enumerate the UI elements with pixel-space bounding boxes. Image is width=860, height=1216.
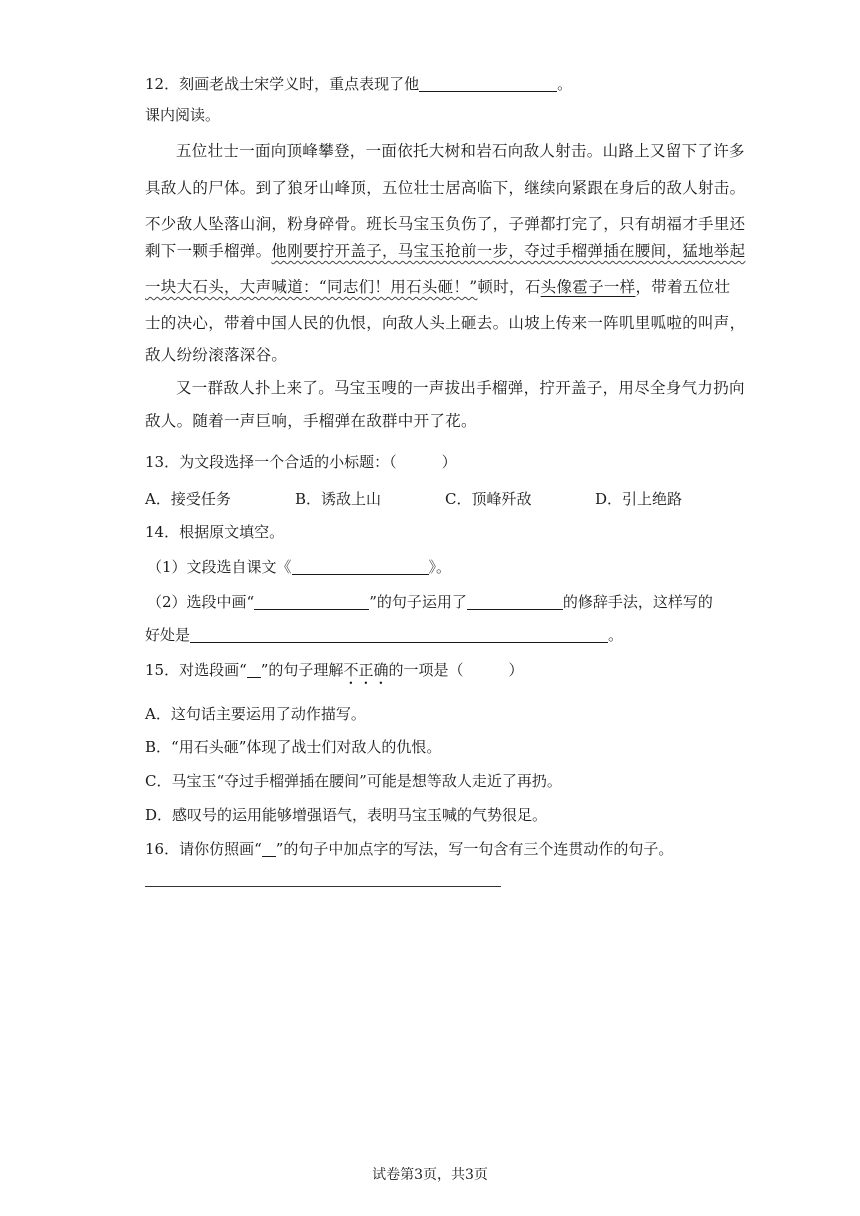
underlined-phrase: 头像雹子一样 (540, 278, 636, 296)
sub2-middle: ”的句子运用了 (369, 593, 467, 611)
q15-end: 的一项是（ ） (388, 661, 524, 679)
rhetoric-blank[interactable] (467, 594, 563, 610)
answer-line[interactable] (145, 886, 501, 887)
option-d[interactable]: D．引上绝路 (595, 490, 683, 508)
question-14-sub2 (147, 592, 713, 612)
wavy-underlined-sentence: 他刚要拧开盖子，马宝玉抢前一步，夺过手榴弹插在腰间，猛地举起 (271, 242, 746, 260)
option-c[interactable]: C．马宝玉“夺过手榴弹插在腰间”可能是想等敌人走近了再扔。 (145, 772, 562, 790)
benefit-blank[interactable] (190, 627, 608, 643)
mark-sample (247, 662, 261, 678)
q16-text: ”的句子中加点字的写法，写一句含有三个连贯动作的句子。 (275, 840, 674, 858)
option-c[interactable]: C．顶峰歼敌 (445, 490, 532, 508)
passage-line (145, 241, 745, 261)
q16-prefix: 16．请你仿照画“ (145, 840, 262, 858)
passage-text: 顿时，石 (477, 278, 541, 296)
question-12 (145, 74, 572, 94)
question-13-options (145, 489, 682, 509)
section-title: 课内阅读。 (145, 106, 221, 124)
sub2-benefit-end: 。 (608, 626, 624, 644)
option-a[interactable]: A．接受任务 (145, 490, 231, 508)
sub2-benefit-label: 好处是 (145, 626, 191, 644)
option-b[interactable]: B．“用石头砸”体现了战士们对敌人的仇恨。 (145, 738, 442, 756)
question-13: 13．为文段选择一个合适的小标题：（ ） (145, 453, 457, 471)
passage-line: 具敌人的尸体。到了狼牙山峰顶，五位壮士居高临下，继续向紧跟在身后的敌人射击。 (145, 179, 746, 197)
lesson-title-blank[interactable] (292, 559, 429, 575)
q15-middle: ”的句子理解 (260, 661, 344, 679)
passage-line (145, 277, 730, 297)
question-14-sub2-cont (145, 625, 623, 645)
mark-sample-blank (254, 594, 369, 610)
passage-line: 不少敌人坠落山涧，粉身碎骨。班长马宝玉负伤了，子弹都打完了，只有胡福才手里还 (145, 215, 746, 233)
question-15 (145, 660, 523, 688)
option-d[interactable]: D．感叹号的运用能够增强语气，表明马宝玉喊的气势很足。 (145, 806, 548, 824)
option-b[interactable]: B．诱敌上山 (295, 490, 382, 508)
q15-prefix: 15．对选段画“ (145, 661, 247, 679)
question-14: 14．根据原文填空。 (145, 523, 285, 541)
passage-text: ，带着五位壮 (635, 278, 731, 296)
sub2-prefix: （2）选段中画“ (147, 593, 255, 611)
question-12-text: 12．刻画老战士宋学义时，重点表现了他 (145, 75, 420, 93)
question-12-end: 。 (557, 75, 573, 93)
sub1-suffix: 》。 (428, 558, 452, 576)
passage-text: 剩下一颗手榴弹。 (145, 242, 272, 260)
passage-line: 士的决心，带着中国人民的仇恨，向敌人头上砸去。山坡上传来一阵叽里呱啦的叫声， (145, 314, 746, 332)
passage-line: 敌人。随着一声巨响，手榴弹在敌群中开了花。 (145, 412, 477, 430)
wavy-underlined-sentence: 一块大石头，大声喊道：“同志们！用石头砸！” (145, 278, 478, 296)
sub1-prefix: （1）文段选自课文《 (147, 558, 292, 576)
passage-line: 又一群敌人扑上来了。马宝玉嗖的一声拔出手榴弹，拧开盖子，用尽全身气力扔向 (176, 379, 745, 397)
question-16 (145, 839, 673, 859)
passage-line: 五位壮士一面向顶峰攀登，一面依托大树和岩石向敌人射击。山路上又留下了许多 (176, 142, 745, 160)
page-footer: 试卷第3页，共3页 (372, 1167, 488, 1183)
passage-line: 敌人纷纷滚落深谷。 (145, 346, 288, 364)
answer-blank[interactable] (419, 76, 557, 92)
mark-sample (262, 841, 276, 857)
sub2-end: 的修辞手法，这样写的 (562, 593, 713, 611)
emphasized-text: 不正确 (343, 661, 389, 679)
option-a[interactable]: A．这句话主要运用了动作描写。 (145, 705, 366, 723)
question-14-sub1 (147, 557, 451, 577)
